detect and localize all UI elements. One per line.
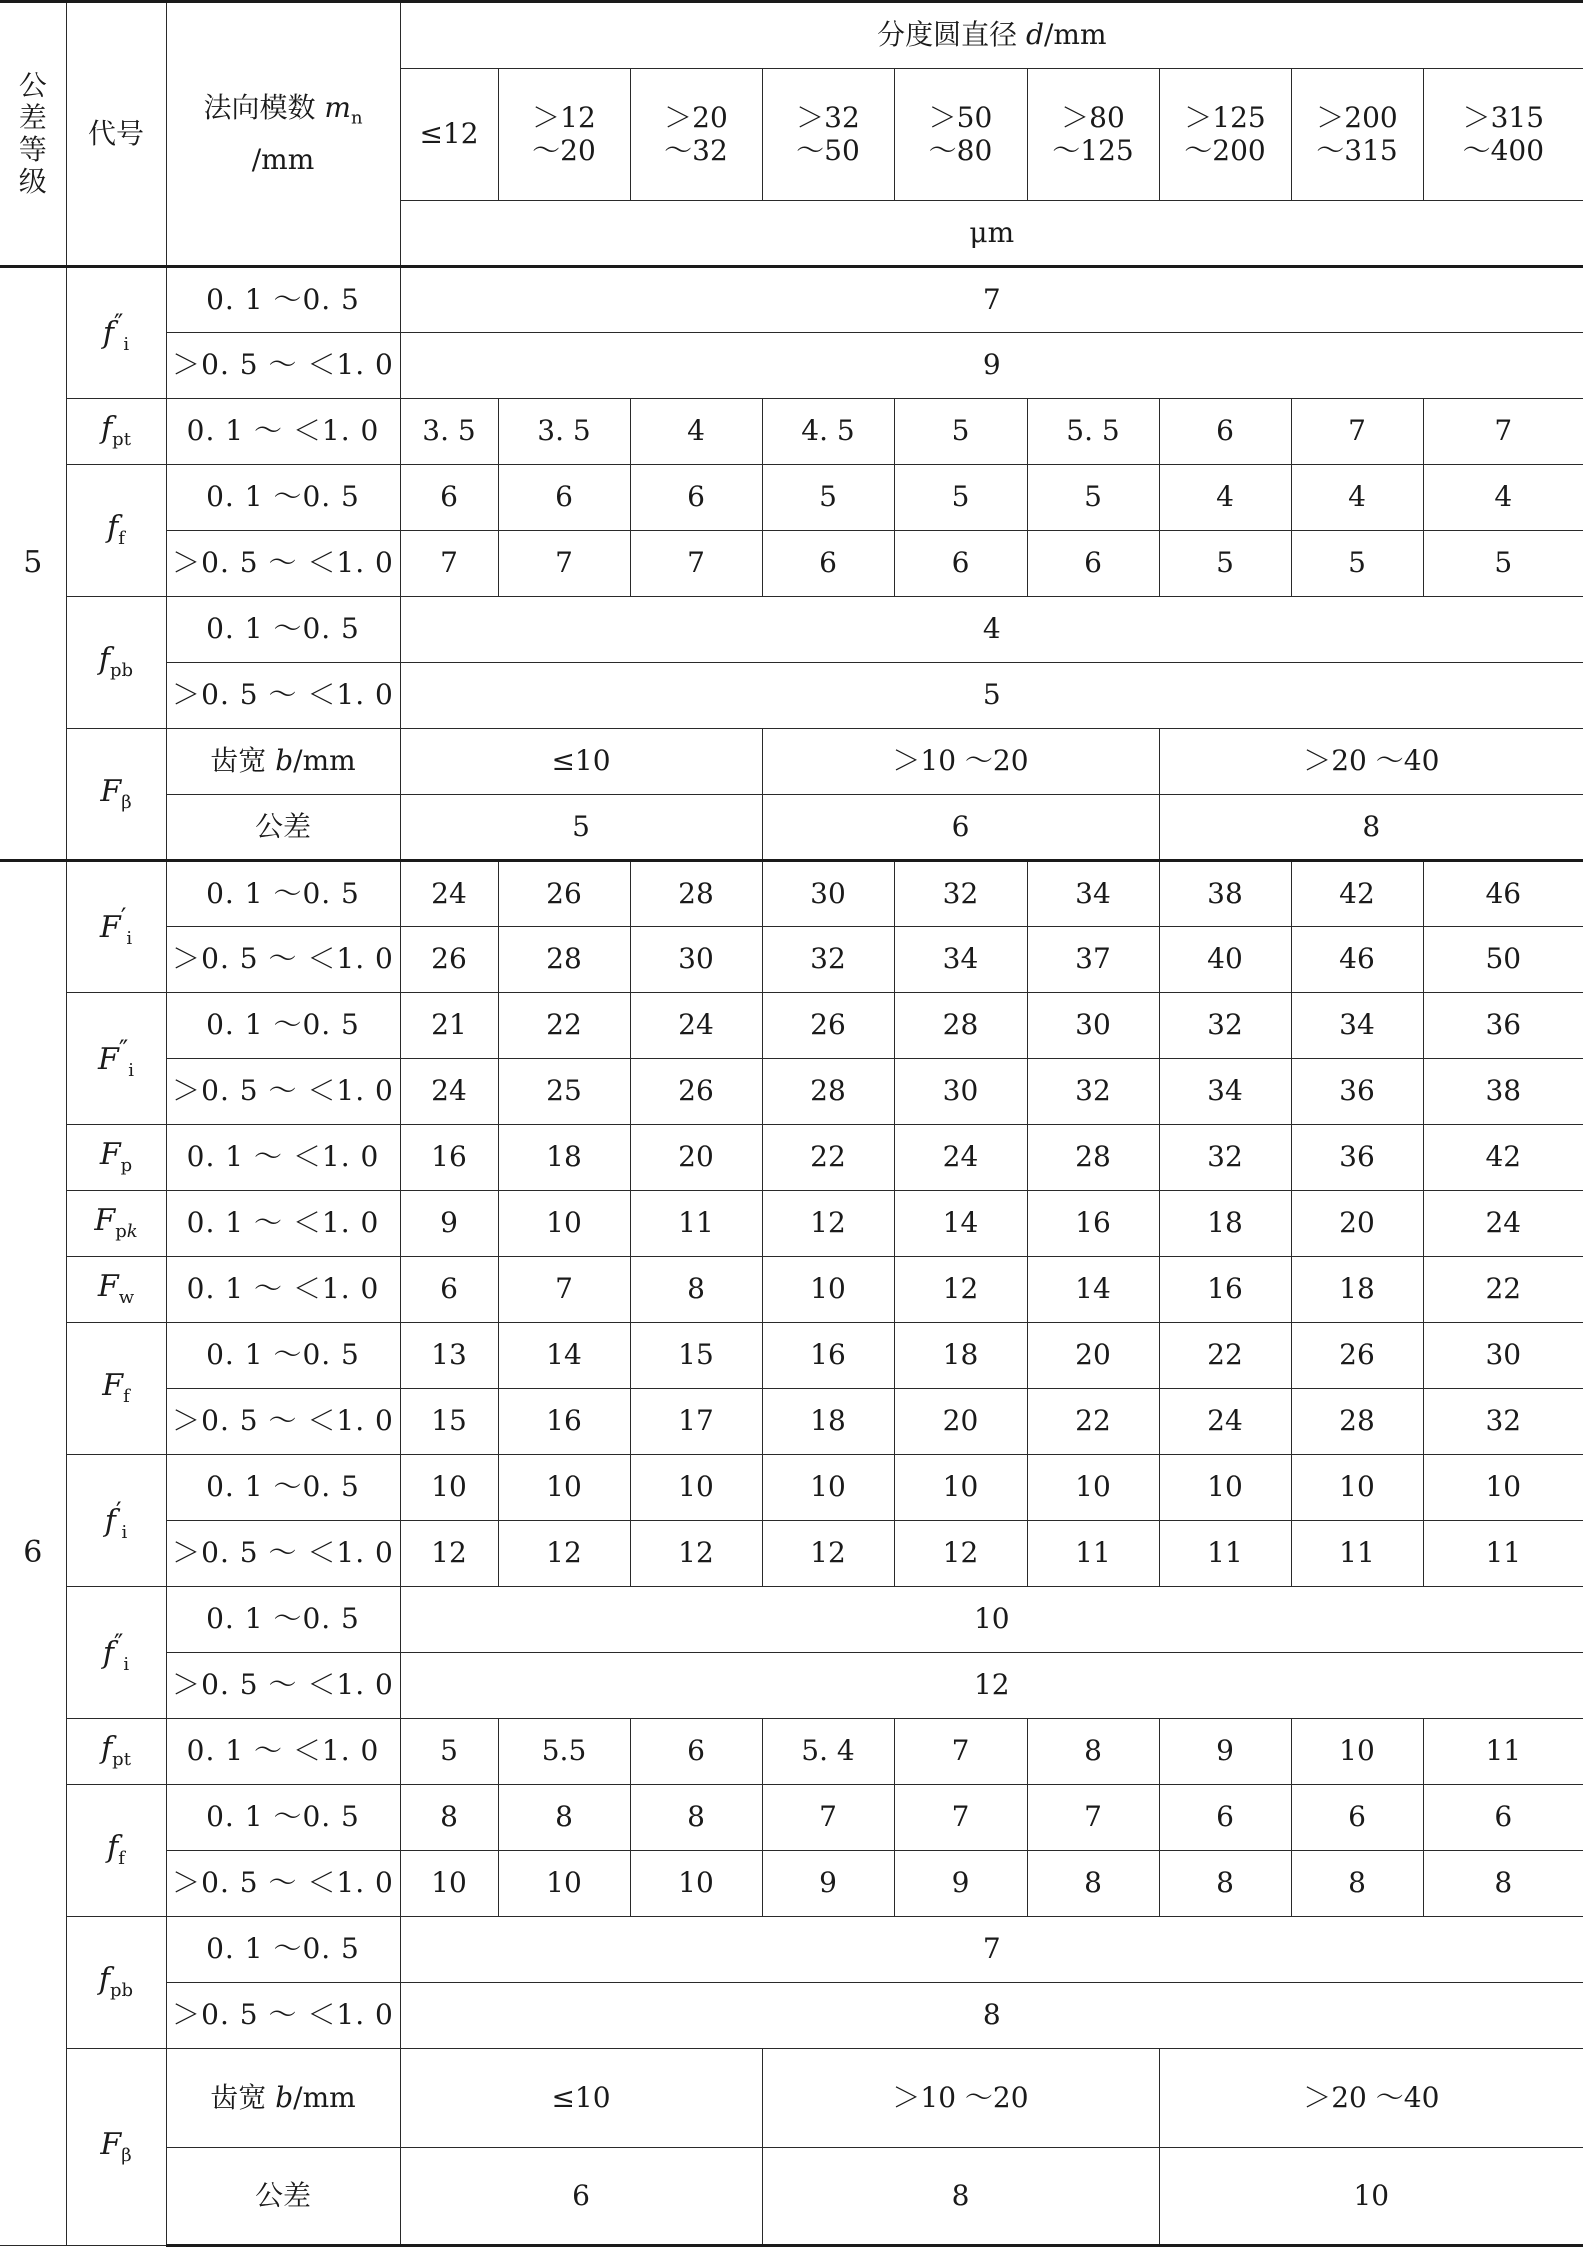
value-cell: 7 bbox=[1027, 1785, 1159, 1851]
diameter-range bbox=[1423, 69, 1583, 201]
modulus-cell: ＞0. 5 ～ ＜1. 0 bbox=[166, 1851, 400, 1917]
range-to: ～200 bbox=[1184, 133, 1266, 167]
value-cell: 7 bbox=[400, 267, 1583, 333]
value-cell: 11 bbox=[1423, 1719, 1583, 1785]
value-cell: 24 bbox=[894, 1125, 1027, 1191]
value-cell: 14 bbox=[894, 1191, 1027, 1257]
value-cell: 8 bbox=[1423, 1851, 1583, 1917]
value-cell: 46 bbox=[1423, 861, 1583, 927]
value-cell: 22 bbox=[1423, 1257, 1583, 1323]
range-from: ＞32 bbox=[796, 101, 860, 135]
value-cell: 12 bbox=[400, 1521, 498, 1587]
face-width-unit: /mm bbox=[293, 2080, 356, 2114]
modulus-cell: 0. 1 ～0. 5 bbox=[166, 1785, 400, 1851]
value-cell: 10 bbox=[762, 1455, 894, 1521]
value-cell: 28 bbox=[762, 1059, 894, 1125]
value-cell: 32 bbox=[1159, 1125, 1291, 1191]
value-cell: 5 bbox=[762, 465, 894, 531]
value-cell: 8 bbox=[400, 1983, 1583, 2049]
face-width-range: ≤10 bbox=[400, 729, 762, 795]
value-cell: 5 bbox=[400, 1719, 498, 1785]
value-cell: 11 bbox=[1291, 1521, 1423, 1587]
value-cell: 7 bbox=[762, 1785, 894, 1851]
modulus-cell: 0. 1 ～0. 5 bbox=[166, 1917, 400, 1983]
value-cell: 7 bbox=[498, 1257, 630, 1323]
diameter-header-unit: /mm bbox=[1043, 18, 1107, 52]
value-cell: 6 bbox=[400, 1257, 498, 1323]
table-row bbox=[0, 1191, 1583, 1257]
value-cell: 26 bbox=[498, 861, 630, 927]
value-cell: 12 bbox=[894, 1257, 1027, 1323]
modulus-cell: 0. 1 ～ ＜1. 0 bbox=[166, 399, 400, 465]
range-to: ～315 bbox=[1316, 133, 1398, 167]
value-cell: 4. 5 bbox=[762, 399, 894, 465]
value-cell: 5 bbox=[1027, 465, 1159, 531]
value-cell: 6 bbox=[762, 531, 894, 597]
value-cell: 22 bbox=[1027, 1389, 1159, 1455]
value-cell: 10 bbox=[400, 1455, 498, 1521]
value-cell: 30 bbox=[762, 861, 894, 927]
symbol-fpb: $f_{pb}$ bbox=[66, 597, 166, 729]
face-width-range: ≤10 bbox=[400, 2049, 762, 2148]
modulus-cell: ＞0. 5 ～ ＜1. 0 bbox=[166, 663, 400, 729]
modulus-cell: 0. 1 ～0. 5 bbox=[166, 1587, 400, 1653]
value-cell: 10 bbox=[1291, 1719, 1423, 1785]
symbol-fpt: $f_{pt}$ bbox=[66, 399, 166, 465]
table-row bbox=[0, 1125, 1583, 1191]
value-cell: 6 bbox=[1159, 399, 1291, 465]
table-row bbox=[0, 729, 1583, 795]
value-cell: 24 bbox=[630, 993, 762, 1059]
tolerance-label: 公差 bbox=[166, 795, 400, 861]
value-cell: 4 bbox=[1423, 465, 1583, 531]
value-cell: 34 bbox=[894, 927, 1027, 993]
symbol-fi-prime: $f'_i$ bbox=[66, 1455, 166, 1587]
value-cell: 32 bbox=[1027, 1059, 1159, 1125]
value-cell: 46 bbox=[1291, 927, 1423, 993]
value-cell: 7 bbox=[400, 531, 498, 597]
range-to: ～20 bbox=[532, 133, 596, 167]
value-cell: 12 bbox=[630, 1521, 762, 1587]
value-cell: 10 bbox=[1159, 2148, 1583, 2246]
value-cell: 7 bbox=[400, 1917, 1583, 1983]
modulus-cell: 0. 1 ～0. 5 bbox=[166, 597, 400, 663]
modulus-header-subscript: n bbox=[350, 107, 363, 129]
table-row bbox=[0, 1719, 1583, 1785]
diameter-range bbox=[762, 69, 894, 201]
value-cell: 9 bbox=[894, 1851, 1027, 1917]
value-cell: 10 bbox=[894, 1455, 1027, 1521]
range-to: ～400 bbox=[1462, 133, 1545, 167]
value-cell: 32 bbox=[894, 861, 1027, 927]
value-cell: 7 bbox=[894, 1719, 1027, 1785]
table-row bbox=[0, 1785, 1583, 1851]
value-cell: 6 bbox=[498, 465, 630, 531]
table-row bbox=[0, 2148, 1583, 2246]
face-width-text: 齿宽 bbox=[210, 744, 276, 778]
value-cell: 12 bbox=[400, 1653, 1583, 1719]
table-row bbox=[0, 597, 1583, 663]
unit-header: μm bbox=[400, 201, 1583, 267]
grade-header-char: 等 bbox=[18, 133, 47, 166]
value-cell: 11 bbox=[1159, 1521, 1291, 1587]
value-cell: 24 bbox=[1423, 1191, 1583, 1257]
value-cell: 9 bbox=[400, 1191, 498, 1257]
modulus-cell: 0. 1 ～ ＜1. 0 bbox=[166, 1125, 400, 1191]
value-cell: 6 bbox=[1027, 531, 1159, 597]
value-cell: 15 bbox=[400, 1389, 498, 1455]
value-cell: 36 bbox=[1423, 993, 1583, 1059]
range-to: ～32 bbox=[664, 133, 728, 167]
value-cell: 5.5 bbox=[498, 1719, 630, 1785]
modulus-cell: ＞0. 5 ～ ＜1. 0 bbox=[166, 531, 400, 597]
table-row bbox=[0, 1257, 1583, 1323]
table-row bbox=[0, 1983, 1583, 2049]
value-cell: 4 bbox=[1159, 465, 1291, 531]
table-row bbox=[0, 1653, 1583, 1719]
value-cell: 10 bbox=[498, 1851, 630, 1917]
modulus-cell: 0. 1 ～ ＜1. 0 bbox=[166, 1719, 400, 1785]
modulus-cell: 0. 1 ～0. 5 bbox=[166, 861, 400, 927]
modulus-cell: ＞0. 5 ～ ＜1. 0 bbox=[166, 1389, 400, 1455]
symbol-Fpk: $F_{pk}$ bbox=[66, 1191, 166, 1257]
modulus-cell: ＞0. 5 ～ ＜1. 0 bbox=[166, 1983, 400, 2049]
value-cell: 10 bbox=[762, 1257, 894, 1323]
value-cell: 13 bbox=[400, 1323, 498, 1389]
value-cell: 9 bbox=[1159, 1719, 1291, 1785]
table-row bbox=[0, 1059, 1583, 1125]
value-cell: 8 bbox=[498, 1785, 630, 1851]
value-cell: 32 bbox=[1159, 993, 1291, 1059]
table-row bbox=[0, 333, 1583, 399]
value-cell: 24 bbox=[400, 1059, 498, 1125]
value-cell: 6 bbox=[400, 465, 498, 531]
value-cell: 8 bbox=[1027, 1719, 1159, 1785]
value-cell: 20 bbox=[1291, 1191, 1423, 1257]
value-cell: 9 bbox=[400, 333, 1583, 399]
diameter-header-text: 分度圆直径 bbox=[877, 18, 1027, 52]
modulus-header-unit: /mm bbox=[251, 142, 315, 176]
value-cell: 42 bbox=[1291, 861, 1423, 927]
range-from: ≤12 bbox=[419, 117, 479, 151]
value-cell: 37 bbox=[1027, 927, 1159, 993]
range-from: ＞12 bbox=[532, 101, 596, 135]
value-cell: 3. 5 bbox=[400, 399, 498, 465]
diameter-header-symbol: d bbox=[1026, 18, 1044, 52]
value-cell: 11 bbox=[1027, 1521, 1159, 1587]
table-row bbox=[0, 1851, 1583, 1917]
value-cell: 16 bbox=[1027, 1191, 1159, 1257]
grade-header bbox=[0, 2, 66, 267]
value-cell: 28 bbox=[894, 993, 1027, 1059]
diameter-range bbox=[630, 69, 762, 201]
value-cell: 38 bbox=[1159, 861, 1291, 927]
value-cell: 6 bbox=[1423, 1785, 1583, 1851]
value-cell: 11 bbox=[630, 1191, 762, 1257]
face-width-label bbox=[166, 2049, 400, 2148]
face-width-label bbox=[166, 729, 400, 795]
symbol-ff: $f_f$ bbox=[66, 1785, 166, 1917]
symbol-fpb: $f_{pb}$ bbox=[66, 1917, 166, 2049]
symbol-Fbeta: $F_\beta$ bbox=[66, 2049, 166, 2246]
modulus-cell: ＞0. 5 ～ ＜1. 0 bbox=[166, 1059, 400, 1125]
face-width-unit: /mm bbox=[293, 744, 356, 778]
symbol-ff: $f_f$ bbox=[66, 465, 166, 597]
value-cell: 15 bbox=[630, 1323, 762, 1389]
diameter-range bbox=[894, 69, 1027, 201]
value-cell: 26 bbox=[762, 993, 894, 1059]
table-row bbox=[0, 267, 1583, 333]
value-cell: 50 bbox=[1423, 927, 1583, 993]
value-cell: 7 bbox=[630, 531, 762, 597]
modulus-cell: ＞0. 5 ～ ＜1. 0 bbox=[166, 927, 400, 993]
diameter-range bbox=[1159, 69, 1291, 201]
value-cell: 18 bbox=[1159, 1191, 1291, 1257]
value-cell: 16 bbox=[762, 1323, 894, 1389]
tolerance-label: 公差 bbox=[166, 2148, 400, 2246]
value-cell: 9 bbox=[762, 1851, 894, 1917]
grade-cell: 6 bbox=[0, 861, 66, 2246]
value-cell: 16 bbox=[1159, 1257, 1291, 1323]
value-cell: 5 bbox=[1291, 531, 1423, 597]
value-cell: 32 bbox=[1423, 1389, 1583, 1455]
value-cell: 8 bbox=[1027, 1851, 1159, 1917]
value-cell: 20 bbox=[1027, 1323, 1159, 1389]
value-cell: 6 bbox=[762, 795, 1159, 861]
value-cell: 6 bbox=[400, 2148, 762, 2246]
modulus-cell: ＞0. 5 ～ ＜1. 0 bbox=[166, 333, 400, 399]
table-row bbox=[0, 1587, 1583, 1653]
value-cell: 8 bbox=[630, 1785, 762, 1851]
modulus-header-symbol: m bbox=[324, 91, 351, 125]
table-row bbox=[0, 927, 1583, 993]
value-cell: 34 bbox=[1291, 993, 1423, 1059]
value-cell: 10 bbox=[1291, 1455, 1423, 1521]
value-cell: 5 bbox=[894, 399, 1027, 465]
value-cell: 30 bbox=[894, 1059, 1027, 1125]
value-cell: 10 bbox=[630, 1455, 762, 1521]
table-row bbox=[0, 531, 1583, 597]
value-cell: 8 bbox=[630, 1257, 762, 1323]
value-cell: 6 bbox=[1291, 1785, 1423, 1851]
value-cell: 18 bbox=[894, 1323, 1027, 1389]
value-cell: 10 bbox=[630, 1851, 762, 1917]
table-row bbox=[0, 993, 1583, 1059]
value-cell: 5 bbox=[1159, 531, 1291, 597]
value-cell: 3. 5 bbox=[498, 399, 630, 465]
modulus-cell: ＞0. 5 ～ ＜1. 0 bbox=[166, 1653, 400, 1719]
value-cell: 22 bbox=[1159, 1323, 1291, 1389]
face-width-range: ＞20 ～40 bbox=[1159, 729, 1583, 795]
value-cell: 28 bbox=[630, 861, 762, 927]
value-cell: 24 bbox=[400, 861, 498, 927]
table-row bbox=[0, 1323, 1583, 1389]
value-cell: 12 bbox=[498, 1521, 630, 1587]
value-cell: 26 bbox=[1291, 1323, 1423, 1389]
value-cell: 34 bbox=[1159, 1059, 1291, 1125]
grade-header-char: 差 bbox=[18, 100, 47, 134]
modulus-cell: 0. 1 ～0. 5 bbox=[166, 1455, 400, 1521]
symbol-Fp: $F_p$ bbox=[66, 1125, 166, 1191]
diameter-range bbox=[1291, 69, 1423, 201]
value-cell: 34 bbox=[1027, 861, 1159, 927]
modulus-cell: 0. 1 ～ ＜1. 0 bbox=[166, 1257, 400, 1323]
value-cell: 7 bbox=[1423, 399, 1583, 465]
value-cell: 4 bbox=[400, 597, 1583, 663]
table-row bbox=[0, 399, 1583, 465]
modulus-cell: 0. 1 ～0. 5 bbox=[166, 267, 400, 333]
value-cell: 32 bbox=[762, 927, 894, 993]
value-cell: 18 bbox=[762, 1389, 894, 1455]
value-cell: 22 bbox=[498, 993, 630, 1059]
table-row bbox=[0, 1455, 1583, 1521]
face-width-symbol: b bbox=[275, 744, 294, 778]
value-cell: 6 bbox=[630, 1719, 762, 1785]
value-cell: 20 bbox=[894, 1389, 1027, 1455]
value-cell: 36 bbox=[1291, 1059, 1423, 1125]
range-from: ＞200 bbox=[1316, 101, 1398, 135]
symbol-fpt: $f_{pt}$ bbox=[66, 1719, 166, 1785]
value-cell: 17 bbox=[630, 1389, 762, 1455]
value-cell: 5 bbox=[894, 465, 1027, 531]
symbol-Fw: $F_w$ bbox=[66, 1257, 166, 1323]
value-cell: 4 bbox=[1291, 465, 1423, 531]
value-cell: 26 bbox=[400, 927, 498, 993]
value-cell: 6 bbox=[630, 465, 762, 531]
modulus-header-text: 法向模数 bbox=[203, 91, 325, 125]
value-cell: 5. 4 bbox=[762, 1719, 894, 1785]
range-from: ＞80 bbox=[1061, 101, 1125, 135]
diameter-header bbox=[400, 2, 1583, 69]
table-row bbox=[0, 795, 1583, 861]
value-cell: 38 bbox=[1423, 1059, 1583, 1125]
value-cell: 6 bbox=[894, 531, 1027, 597]
value-cell: 16 bbox=[400, 1125, 498, 1191]
face-width-range: ＞20 ～40 bbox=[1159, 2049, 1583, 2148]
value-cell: 7 bbox=[498, 531, 630, 597]
value-cell: 28 bbox=[1027, 1125, 1159, 1191]
face-width-range: ＞10 ～20 bbox=[762, 2049, 1159, 2148]
value-cell: 8 bbox=[1159, 795, 1583, 861]
symbol-Ff: $F_f$ bbox=[66, 1323, 166, 1455]
modulus-cell: ＞0. 5 ～ ＜1. 0 bbox=[166, 1521, 400, 1587]
value-cell: 5. 5 bbox=[1027, 399, 1159, 465]
value-cell: 10 bbox=[1423, 1455, 1583, 1521]
range-from: ＞20 bbox=[664, 101, 728, 135]
diameter-range bbox=[1027, 69, 1159, 201]
value-cell: 25 bbox=[498, 1059, 630, 1125]
symbol-Fbeta: $F_\beta$ bbox=[66, 729, 166, 861]
value-cell: 20 bbox=[630, 1125, 762, 1191]
range-from: ＞125 bbox=[1184, 101, 1266, 135]
face-width-range: ＞10 ～20 bbox=[762, 729, 1159, 795]
modulus-cell: 0. 1 ～0. 5 bbox=[166, 1323, 400, 1389]
table-row bbox=[0, 663, 1583, 729]
value-cell: 11 bbox=[1423, 1521, 1583, 1587]
value-cell: 10 bbox=[1159, 1455, 1291, 1521]
grade-cell: 5 bbox=[0, 267, 66, 861]
value-cell: 30 bbox=[1423, 1323, 1583, 1389]
value-cell: 12 bbox=[762, 1521, 894, 1587]
value-cell: 10 bbox=[1027, 1455, 1159, 1521]
value-cell: 14 bbox=[1027, 1257, 1159, 1323]
value-cell: 18 bbox=[498, 1125, 630, 1191]
code-header: 代号 bbox=[66, 2, 166, 267]
modulus-cell: 0. 1 ～ ＜1. 0 bbox=[166, 1191, 400, 1257]
modulus-cell: 0. 1 ～0. 5 bbox=[166, 465, 400, 531]
value-cell: 22 bbox=[762, 1125, 894, 1191]
symbol-Fi-double-prime: $F''_i$ bbox=[66, 993, 166, 1125]
symbol-Fi-prime: $F'_i$ bbox=[66, 861, 166, 993]
face-width-text: 齿宽 bbox=[210, 2080, 276, 2114]
value-cell: 5 bbox=[400, 663, 1583, 729]
range-to: ～125 bbox=[1052, 133, 1134, 167]
value-cell: 10 bbox=[400, 1587, 1583, 1653]
face-width-symbol: b bbox=[275, 2080, 294, 2114]
value-cell: 12 bbox=[762, 1191, 894, 1257]
table-row bbox=[0, 1917, 1583, 1983]
diameter-range bbox=[498, 69, 630, 201]
range-from: ＞315 bbox=[1462, 101, 1545, 135]
symbol-fi-double-prime: $f''_i$ bbox=[66, 267, 166, 399]
table-row bbox=[0, 861, 1583, 927]
value-cell: 28 bbox=[1291, 1389, 1423, 1455]
value-cell: 4 bbox=[630, 399, 762, 465]
value-cell: 16 bbox=[498, 1389, 630, 1455]
value-cell: 42 bbox=[1423, 1125, 1583, 1191]
table-row bbox=[0, 1389, 1583, 1455]
range-from: ＞50 bbox=[928, 101, 993, 135]
value-cell: 10 bbox=[498, 1455, 630, 1521]
table-row bbox=[0, 1521, 1583, 1587]
value-cell: 36 bbox=[1291, 1125, 1423, 1191]
value-cell: 18 bbox=[1291, 1257, 1423, 1323]
diameter-range bbox=[400, 69, 498, 201]
table-row bbox=[0, 2049, 1583, 2148]
grade-header-char: 公 bbox=[18, 68, 47, 102]
grade-header-char: 级 bbox=[18, 165, 47, 199]
value-cell: 12 bbox=[894, 1521, 1027, 1587]
symbol-fi-double-prime: $f''_i$ bbox=[66, 1587, 166, 1719]
value-cell: 6 bbox=[1159, 1785, 1291, 1851]
value-cell: 10 bbox=[400, 1851, 498, 1917]
range-to: ～50 bbox=[796, 133, 860, 167]
value-cell: 26 bbox=[630, 1059, 762, 1125]
value-cell: 30 bbox=[1027, 993, 1159, 1059]
table-row bbox=[0, 465, 1583, 531]
value-cell: 40 bbox=[1159, 927, 1291, 993]
value-cell: 8 bbox=[1291, 1851, 1423, 1917]
value-cell: 8 bbox=[1159, 1851, 1291, 1917]
value-cell: 30 bbox=[630, 927, 762, 993]
range-to: ～80 bbox=[928, 133, 993, 167]
value-cell: 10 bbox=[498, 1191, 630, 1257]
value-cell: 21 bbox=[400, 993, 498, 1059]
value-cell: 24 bbox=[1159, 1389, 1291, 1455]
value-cell: 5 bbox=[400, 795, 762, 861]
modulus-cell: 0. 1 ～0. 5 bbox=[166, 993, 400, 1059]
modulus-header bbox=[166, 2, 400, 267]
value-cell: 28 bbox=[498, 927, 630, 993]
value-cell: 14 bbox=[498, 1323, 630, 1389]
value-cell: 8 bbox=[762, 2148, 1159, 2246]
value-cell: 5 bbox=[1423, 531, 1583, 597]
value-cell: 7 bbox=[1291, 399, 1423, 465]
value-cell: 7 bbox=[894, 1785, 1027, 1851]
value-cell: 8 bbox=[400, 1785, 498, 1851]
